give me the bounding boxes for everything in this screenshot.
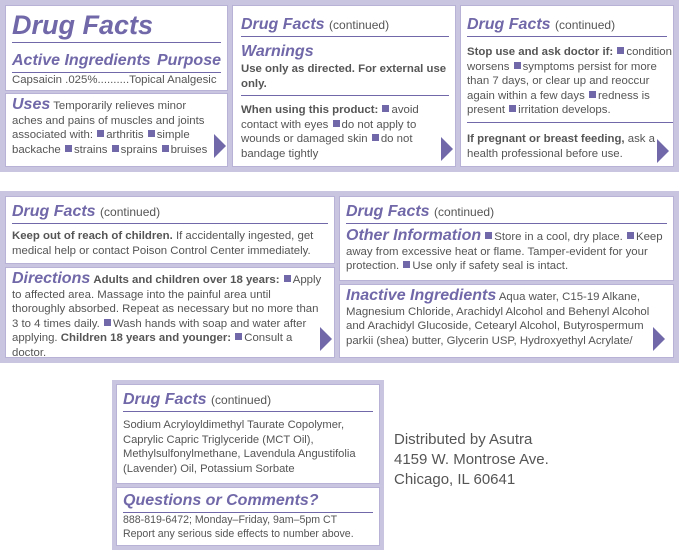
directions-box xyxy=(5,267,335,358)
stop-use-item: condition worsens xyxy=(467,46,672,73)
directions-heading: Directions xyxy=(12,270,91,287)
continued-label: (continued) xyxy=(211,393,272,407)
bullet-square-icon xyxy=(235,333,242,340)
continued-label: (continued) xyxy=(555,18,616,32)
continued-label: (continued) xyxy=(100,205,161,219)
stop-use-item: symptoms persist for more than 7 days, or clear up and reoccur again within a few days xyxy=(467,60,657,102)
continue-arrow-icon xyxy=(441,137,453,161)
inactive-ingredients-continued-box xyxy=(116,384,380,484)
questions-box xyxy=(116,487,380,546)
bullet-square-icon xyxy=(97,130,104,137)
bullet-square-icon xyxy=(104,319,111,326)
active-ingredients-heading: Active Ingredients xyxy=(12,52,151,69)
other-information-item: Store in a cool, dry place. xyxy=(494,231,623,243)
drug-facts-title: Drug Facts xyxy=(241,16,325,33)
bullet-square-icon xyxy=(162,145,169,152)
when-using-item: do not apply to wounds or damaged skin xyxy=(241,118,417,145)
when-using-heading: When using this product: xyxy=(241,104,379,116)
directions-item: Apply to affected area. Massage into the painful area until thoroughly absorbed. Repeat as necessary but no more than 3 to 4 times daily. xyxy=(12,274,322,330)
inactive-ingredients-continued-text: Sodium Acryloyldimethyl Taurate Copolymer, Caprylic Capric Triglyceride (MCT Oil), Methylsulfonylmethane, Lavendula Angustifolia (Lavender) Oil, Potassium Sorbate xyxy=(123,419,356,475)
stop-use-item: redness is present xyxy=(467,89,650,116)
pregnant-heading: If pregnant or breast feeding, xyxy=(467,133,625,145)
distributor-name: Distributed by Asutra xyxy=(394,431,533,448)
when-using-item: do not bandage tightly xyxy=(241,133,413,160)
drug-facts-title: Drug Facts xyxy=(467,16,551,33)
drug-facts-title: Drug Facts xyxy=(123,391,207,408)
bullet-square-icon xyxy=(65,145,72,152)
questions-report: Report any serious side effects to number above. xyxy=(123,527,354,540)
continue-arrow-icon xyxy=(214,134,226,158)
use-item: strains xyxy=(73,143,108,156)
keep-out-text: If accidentally ingested, get medical help or contact Poison Control Center immediately. xyxy=(12,230,314,257)
directions-adults-heading: Adults and children over 18 years: xyxy=(93,274,280,286)
uses-intro: Temporarily relieves minor aches and pains of muscles and joints associated with: xyxy=(12,100,205,141)
continued-label: (continued) xyxy=(329,18,390,32)
stop-use-heading: Stop use and ask doctor if: xyxy=(467,46,614,58)
distributor-city: Chicago, IL 60641 xyxy=(394,471,516,488)
stop-use-box xyxy=(460,5,674,167)
purpose-heading: Purpose xyxy=(156,52,221,69)
when-using-item: avoid contact with eyes xyxy=(241,104,419,131)
directions-item: Wash hands with soap and water after applying. xyxy=(12,317,307,344)
warnings-text: Use only as directed. For external use only. xyxy=(241,62,449,96)
distributor-street: 4159 W. Montrose Ave. xyxy=(394,451,549,468)
bullet-square-icon xyxy=(112,145,119,152)
bullet-square-icon xyxy=(509,105,516,112)
stop-use-item: irritation develops. xyxy=(518,104,611,116)
pregnant-text: ask a health professional before use. xyxy=(467,133,655,160)
bullet-square-icon xyxy=(485,232,492,239)
inactive-ingredients-box xyxy=(339,284,674,358)
uses-heading: Uses xyxy=(12,96,51,113)
bullet-square-icon xyxy=(403,261,410,268)
purpose-value: Topical Analgesic xyxy=(129,74,217,86)
active-ingredient-name: Capsaicin .025% xyxy=(12,74,98,86)
leader-dots: .......... xyxy=(97,74,130,86)
other-information-item: Keep away from excessive heat or flame. Tamper-evident for your protection. xyxy=(346,231,663,272)
questions-heading: Questions or Comments? xyxy=(123,490,373,513)
bullet-square-icon xyxy=(372,134,379,141)
drug-facts-title: Drug Facts xyxy=(12,203,96,220)
bullet-square-icon xyxy=(514,62,521,69)
bullet-square-icon xyxy=(589,91,596,98)
continued-label: (continued) xyxy=(434,205,495,219)
use-item: arthritis xyxy=(106,129,144,141)
other-information-heading: Other Information xyxy=(346,227,482,244)
bullet-square-icon xyxy=(617,47,624,54)
warnings-box xyxy=(232,5,456,167)
use-item: simple backache xyxy=(12,129,190,156)
children-item: Consult a doctor. xyxy=(12,332,293,358)
drug-facts-title: Drug Facts xyxy=(12,8,221,43)
warnings-heading: Warnings xyxy=(241,43,314,60)
continue-arrow-icon xyxy=(320,327,332,351)
continue-arrow-icon xyxy=(653,327,665,351)
use-item: sprains xyxy=(120,143,158,156)
use-item: bruises xyxy=(170,143,208,156)
keep-out-heading: Keep out of reach of children. xyxy=(12,230,173,242)
drug-facts-title: Drug Facts xyxy=(346,203,430,220)
active-ingredients-box xyxy=(5,5,228,91)
keep-out-box xyxy=(5,196,335,264)
other-information-item: Use only if safety seal is intact. xyxy=(412,260,569,272)
bullet-square-icon xyxy=(382,105,389,112)
continue-arrow-icon xyxy=(657,139,669,163)
questions-phone: 888-819-6472; Monday–Friday, 9am–5pm CT xyxy=(123,514,338,526)
bullet-square-icon xyxy=(333,120,340,127)
inactive-ingredients-text: Aqua water, C15-19 Alkane, Magnesium Chloride, Arachidyl Alcohol and Behenyl Alcohol and Arachidyl Glucoside, Cetearyl Alcohol, Butyrospermum parkii (shea) butter, Glycerin USP, Hydroxyethyl Acrylate/ xyxy=(346,291,650,347)
bullet-square-icon xyxy=(284,275,291,282)
inactive-ingredients-heading: Inactive Ingredients xyxy=(346,287,497,304)
distributor-address xyxy=(394,430,549,490)
other-information-box xyxy=(339,196,674,281)
bullet-square-icon xyxy=(627,232,634,239)
children-heading: Children 18 years and younger: xyxy=(60,332,232,344)
bullet-square-icon xyxy=(148,130,155,137)
uses-box xyxy=(5,93,228,167)
